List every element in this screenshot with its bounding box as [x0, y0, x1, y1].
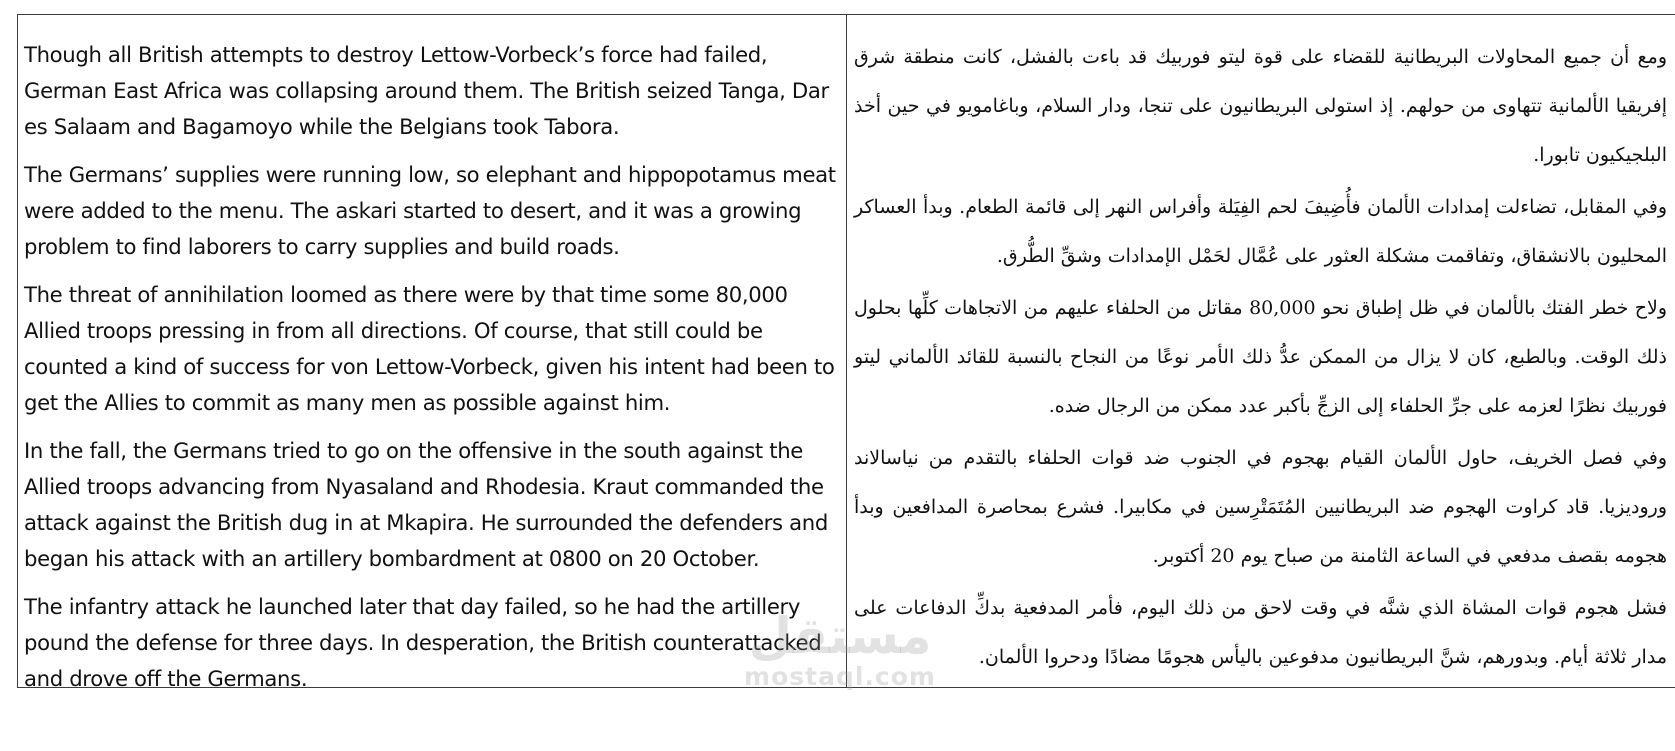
arabic-paragraph-5: فشل هجوم قوات المشاة الذي شنَّه في وقت لاحق من ذلك اليوم، فأمر المدفعية بدكِّ الدفاعات على مدار ثلاثة أيام. وبدورهم، شنَّ البريطانيون مدفوعين باليأس هجومًا مضادًا ودحروا الألمان. — [854, 597, 1667, 668]
arabic-translation-column — [847, 15, 1675, 687]
arabic-paragraph-2: وفي المقابل، تضاءلت إمدادات الألمان فأُضِيفَ لحم الفِيَلة وأفراس النهر إلى قائمة الطعام. وبدأ العساكر المحليون بالانشقاق، وتفاقمت مشكلة العثور على عُمَّال لحَمْل الإمدادات وشقِّ الطُّرق. — [854, 196, 1667, 267]
arabic-paragraph-4: وفي فصل الخريف، حاول الألمان القيام بهجوم في الجنوب ضد قوات الحلفاء بالتقدم من نياسالاند وروديزيا. قاد كراوت الهجوم ضد البريطانيين المُتَمَتْرِسين في مكابيرا. فشرع بمحاصرة المدافعين وبدأ هجومه بقصف مدفعي في الساعة الثامنة من صباح يوم 20 أكتوبر. — [854, 447, 1667, 567]
arabic-paragraph-3: ولاح خطر الفتك بالألمان في ظل إطباق نحو 80,000 مقاتل من الحلفاء عليهم من الاتجاهات كلِّها بحلول ذلك الوقت. وبالطبع، كان لا يزال من الممكن عدُّ ذلك الأمر نوعًا من النجاح بالنسبة للقائد الألماني ليتو فوربيك نظرًا لعزمه على جرِّ الحلفاء إلى الزجِّ بأكبر عدد ممكن من الرجال ضده. — [854, 297, 1667, 417]
watermark-domain: mostaql.com — [744, 662, 936, 691]
english-paragraph-2: The Germans’ supplies were running low, so elephant and hippopotamus meat were added to the menu. The askari started to desert, and it was a growing problem to find laborers to carry supplies and build roads. — [24, 162, 836, 259]
english-paragraph-4: In the fall, the Germans tried to go on the offensive in the south against the Allied troops advancing from Nyasaland and Rhodesia. Kraut commanded the attack against the British dug in at Mkapira. He surrounded the defenders and began his attack with an artillery bombardment at 0800 on 20 October. — [24, 438, 828, 571]
english-paragraph-3: The threat of annihilation loomed as there were by that time some 80,000 Allied troops pressing in from all directions. Of course, that still could be counted a kind of success for von Lettow-Vorbeck, given his intent had been to get the Allies to commit as many men as possible against him. — [24, 282, 835, 415]
english-paragraph-1: Though all British attempts to destroy Lettow-Vorbeck’s force had failed, German East Africa was collapsing around them. The British seized Tanga, Dar es Salaam and Bagamoyo while the Belgians took Tabora. — [24, 42, 829, 139]
watermark-arabic-logo: مستقل — [748, 607, 932, 665]
arabic-paragraph-1: ومع أن جميع المحاولات البريطانية للقضاء على قوة ليتو فوربيك قد باءت بالفشل، كانت منطقة شرق إفريقيا الألمانية تتهاوى من حولهم. إذ استولى البريطانيون على تنجا، ودار السلام، وباغامويو في حين أخذ البلجيكيون تابورا. — [854, 46, 1667, 166]
english-paragraph-5: The infantry attack he launched later that day failed, so he had the artillery pound the defense for three days. In desperation, the British counterattacked and drove off the Germans. — [24, 594, 822, 691]
bilingual-translation-table — [17, 14, 1675, 691]
